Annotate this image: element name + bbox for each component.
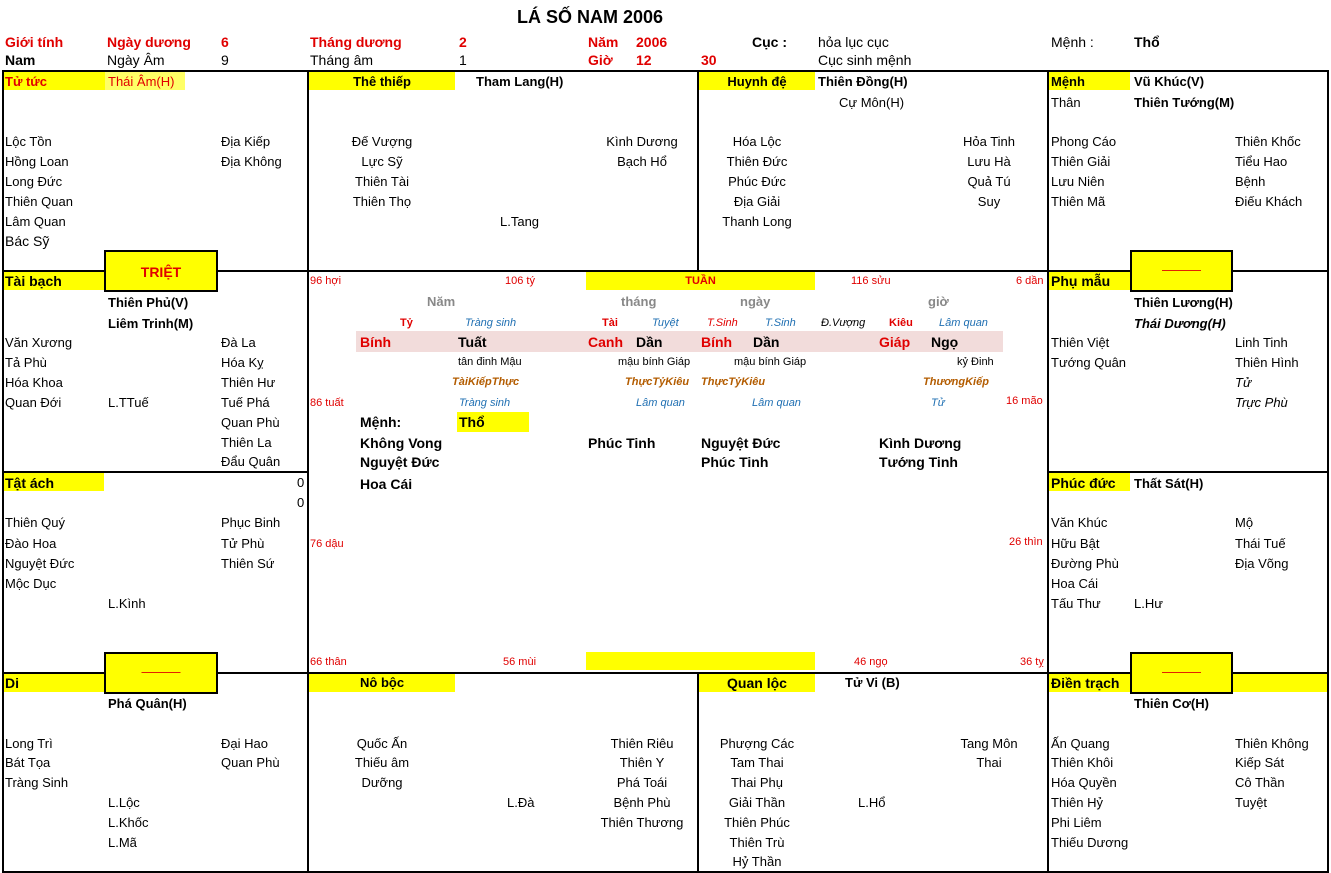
cell-name-the-thiep: Thê thiếp: [353, 74, 411, 89]
phu-mau-box: [1130, 250, 1233, 292]
dien-trach-box: [1130, 652, 1233, 694]
main-star-2: Thái Dương(H): [1134, 316, 1226, 331]
star: Đại Hao: [221, 736, 268, 751]
star: L.Hư: [1134, 596, 1163, 611]
star: Thiên Mã: [1051, 194, 1106, 209]
star: Lực Sỹ: [361, 154, 403, 169]
grid-col0: [2, 70, 4, 873]
star: Tuyệt: [1235, 795, 1268, 810]
than-label: Thân: [1051, 95, 1081, 110]
star: Kình Dương: [606, 134, 678, 149]
center-label: 46 ngọ: [854, 656, 888, 668]
star: Hóa Lộc: [732, 134, 782, 149]
main-star: Phá Quân(H): [108, 696, 187, 711]
star: Thái Tuế: [1235, 536, 1286, 551]
main-star: Thiên Lương(H): [1134, 295, 1233, 310]
star: Trực Phù: [1235, 395, 1288, 410]
grid-col3: [1047, 70, 1049, 873]
combo: TàiKiếpThực: [452, 376, 520, 388]
star: Quốc Ấn: [356, 736, 408, 751]
god-label: T.Sinh: [707, 317, 738, 329]
star: Địa Kiếp: [221, 134, 271, 149]
star: Lâm Quan: [5, 214, 66, 229]
ngay-am-label: Ngày Âm: [107, 52, 165, 68]
stem: Dần: [753, 334, 780, 350]
star: Thiên Khốc: [1235, 134, 1301, 149]
main-star: Vũ Khúc(V): [1134, 74, 1205, 89]
star: L.Hổ: [858, 795, 886, 810]
star: Suy: [977, 194, 1001, 209]
star: Linh Tinh: [1235, 335, 1288, 350]
star: Tướng Quân: [1051, 355, 1127, 370]
grid-col1: [307, 70, 309, 873]
star: Tả Phù: [5, 355, 47, 370]
main-star: Thiên Cơ(H): [1134, 696, 1209, 711]
combo: ThựcTỷKiêu: [625, 376, 690, 388]
star: Quan Đới: [5, 395, 62, 410]
cell-name-phu-mau: Phụ mẫu: [1051, 273, 1111, 289]
center-label: 16 mão: [1006, 395, 1043, 407]
stem: Tuất: [458, 334, 487, 350]
star: Thai: [976, 755, 1002, 770]
star: Thiên Đức: [726, 154, 788, 169]
star: Văn Xương: [5, 335, 73, 350]
star: Thiếu Dương: [1051, 835, 1129, 850]
star: Đế Vượng: [351, 134, 413, 149]
star: Thai Phụ: [730, 775, 784, 790]
star: Tấu Thư: [1051, 596, 1101, 611]
star: Địa Võng: [1235, 556, 1289, 571]
thang-duong-value: 2: [459, 34, 467, 50]
pillar-header: Năm: [427, 294, 456, 309]
star: Địa Giải: [733, 194, 781, 209]
cell-name-menh: Mệnh: [1051, 74, 1085, 89]
center-star: Nguyệt Đức: [701, 435, 781, 451]
center-label: 86 tuất: [310, 397, 344, 409]
star: Tuế Phá: [221, 395, 270, 410]
star: Tang Môn: [960, 736, 1018, 751]
main-star: Tham Lang(H): [476, 74, 564, 89]
star: Phục Binh: [221, 515, 281, 530]
star: Ấn Quang: [1051, 736, 1110, 751]
star: Hữu Bật: [1051, 536, 1100, 551]
star: Tử: [1235, 375, 1252, 390]
main-star: Thất Sát(H): [1134, 476, 1204, 491]
star: Cô Thần: [1235, 775, 1285, 790]
center-label: 56 mùi: [503, 656, 537, 668]
star: Tiểu Hao: [1235, 154, 1288, 169]
star: Phi Liêm: [1051, 815, 1102, 830]
star: L.Kình: [108, 596, 146, 611]
box-label: ———: [1162, 262, 1201, 277]
stage: Lâm quan: [752, 397, 801, 409]
star: Thiên Không: [1235, 736, 1309, 751]
center-label: 76 dậu: [310, 538, 344, 550]
gioi-tinh-value: Nam: [5, 52, 36, 68]
tuan-label: TUẦN: [685, 275, 716, 287]
cell-name-tu-tuc: Tử tức: [5, 74, 47, 89]
box-label: ———: [141, 664, 181, 679]
center-star: Phúc Tinh: [588, 435, 656, 451]
star: Bạch Hổ: [617, 154, 667, 169]
grid-col2-top: [697, 70, 699, 272]
star: Giải Thần: [728, 795, 786, 810]
center-label: 66 thân: [310, 656, 347, 668]
star: L.Mã: [108, 835, 137, 850]
ngay-duong-value: 6: [221, 34, 229, 50]
main-star: Thiên Đồng(H): [818, 74, 908, 89]
pillar-header: ngày: [740, 294, 771, 309]
star: Thiên Khôi: [1051, 755, 1114, 770]
cell-name-di: Di: [5, 675, 19, 691]
star: Tam Thai: [730, 755, 784, 770]
stage: Tràng sinh: [459, 397, 511, 409]
center-label: 36 tỵ: [1020, 656, 1044, 668]
star: Đẩu Quân: [221, 454, 281, 469]
star: Thiên La: [221, 435, 272, 450]
stem: Bính: [360, 334, 392, 350]
god-label: Tài: [602, 317, 618, 329]
star: Thiên Trù: [729, 835, 785, 850]
star: Thiên Thương: [600, 815, 684, 830]
star: Lộc Tồn: [5, 134, 52, 149]
star: Quan Phù: [221, 755, 280, 770]
box-label: ———: [1162, 664, 1201, 679]
menh-center-value: Thổ: [459, 414, 485, 430]
star: Bệnh: [1235, 174, 1266, 189]
center-star: Kình Dương: [879, 435, 962, 451]
star: Thiên Thọ: [352, 194, 412, 209]
stem: Bính: [701, 334, 733, 350]
center-label: 106 tý: [505, 275, 535, 287]
star: Phong Cáo: [1051, 134, 1117, 149]
gio-label: Giờ: [588, 52, 613, 68]
cell-name-phuc-duc: Phúc đức: [1051, 475, 1116, 491]
star: Thiên Sứ: [221, 556, 275, 571]
combo: ThươngKiếp: [923, 376, 989, 388]
star: L.TTuế: [108, 395, 149, 410]
center-label: 116 sửu: [851, 275, 891, 287]
grid-col4: [1327, 70, 1329, 873]
star: Hồng Loan: [5, 154, 69, 169]
center-label: 96 hợi: [310, 275, 342, 287]
star: Long Trì: [5, 736, 53, 751]
star: Nguyệt Đức: [5, 556, 75, 571]
star: Đào Hoa: [5, 536, 57, 551]
gioi-tinh-label: Giới tính: [5, 34, 64, 50]
center-star: Nguyệt Đức: [360, 454, 440, 470]
hidden-stems: tân đinh Mậu: [458, 356, 522, 368]
stem: Giáp: [879, 334, 911, 350]
star: Tử Phù: [221, 536, 265, 551]
menh-center-label: Mệnh:: [360, 414, 402, 430]
star: Bát Tọa: [5, 755, 51, 770]
stem: Ngọ: [931, 334, 959, 350]
main-star-2: Thiên Tướng(M): [1134, 95, 1235, 110]
star: Bệnh Phù: [613, 795, 671, 810]
cell-name-huynh-de: Huynh đệ: [727, 74, 787, 89]
stem: Canh: [588, 334, 623, 350]
cell-name-no-boc: Nô bộc: [360, 675, 405, 690]
ngay-am-value: 9: [221, 52, 229, 68]
main-star: Thiên Phủ(V): [108, 295, 189, 310]
star: Hóa Kỵ: [221, 355, 264, 370]
star: Thiên Phúc: [724, 815, 790, 830]
star: Hóa Quyền: [1051, 775, 1117, 790]
god-label: Tràng sinh: [465, 317, 517, 329]
triet-label: TRIỆT: [140, 264, 182, 280]
main-star-2: Liêm Trinh(M): [108, 316, 194, 331]
hidden-stems: mậu bính Giáp: [618, 356, 691, 368]
star: Tràng Sinh: [5, 775, 69, 790]
star: Phúc Đức: [728, 174, 786, 189]
hidden-stems: mậu bính Giáp: [734, 356, 807, 368]
combo: ThựcTỷKiêu: [701, 376, 766, 388]
star: L.Khốc: [108, 815, 149, 830]
star: Dưỡng: [361, 775, 403, 790]
star: Thiên Riêu: [610, 736, 674, 751]
cell-name-dien-trach: Điền trạch: [1051, 675, 1120, 691]
cell-name-quan-loc: Quan lộc: [727, 675, 787, 691]
star: Lưu Hà: [967, 154, 1011, 169]
god-label: Đ.Vượng: [821, 317, 866, 329]
star: Quan Phù: [221, 415, 280, 430]
thang-am-label: Tháng âm: [310, 52, 374, 68]
star: Thiên Tài: [355, 174, 409, 189]
stage: Lâm quan: [636, 397, 685, 409]
star: Thiên Quý: [5, 515, 65, 530]
god-label: Lâm quan: [939, 317, 988, 329]
menh-label: Mệnh :: [1051, 34, 1094, 50]
star: L.Lộc: [108, 795, 140, 810]
cell-name-tat-ach: Tật ách: [5, 475, 55, 491]
nam-label: Năm: [588, 34, 619, 50]
star: Thanh Long: [722, 214, 792, 229]
center-label: 26 thìn: [1009, 536, 1043, 548]
center-star: Tướng Tinh: [879, 454, 958, 470]
star: Phượng Các: [719, 736, 795, 751]
star: Địa Không: [221, 154, 282, 169]
star: Mộ: [1235, 515, 1254, 530]
cell-name-tai-bach: Tài bạch: [5, 273, 62, 289]
main-star: Thái Âm(H): [108, 74, 175, 89]
cuc-label: Cục :: [752, 34, 787, 50]
god-label: T.Sinh: [765, 317, 796, 329]
pillar-header: giờ: [928, 294, 949, 309]
god-label: Kiêu: [889, 317, 913, 329]
page-title: LÁ SỐ NAM 2006: [517, 7, 664, 27]
cuc-value-1: hỏa lục cục: [818, 34, 889, 50]
star: Phá Toái: [616, 775, 668, 790]
star: Thiên Giải: [1051, 154, 1111, 169]
star: Quả Tú: [967, 174, 1011, 189]
star: Thiên Việt: [1051, 335, 1110, 350]
star: Thiên Hư: [221, 375, 276, 390]
thang-duong-label: Tháng dương: [310, 34, 402, 50]
star: Đà La: [221, 335, 256, 350]
stage: Tử: [931, 397, 945, 409]
star: Thiếu âm: [354, 755, 410, 770]
main-star: Tử Vi (B): [845, 675, 900, 690]
nam-value: 2006: [636, 34, 668, 50]
star: Thiên Quan: [5, 194, 73, 209]
star: Điếu Khách: [1235, 194, 1303, 209]
star: Văn Khúc: [1051, 515, 1108, 530]
star: Thiên Hình: [1235, 355, 1299, 370]
zero-value: 0: [297, 495, 305, 510]
main-star-2: Cự Môn(H): [839, 95, 905, 110]
center-star: Hoa Cái: [360, 476, 413, 492]
star: Hoa Cái: [1051, 576, 1098, 591]
star: Bác Sỹ: [5, 233, 50, 249]
star: Kiếp Sát: [1235, 755, 1285, 770]
star: Long Đức: [5, 174, 63, 189]
star: Mộc Dục: [5, 576, 57, 591]
center-star: Phúc Tinh: [701, 454, 769, 470]
star: L.Tang: [500, 214, 540, 229]
hidden-stems: kỷ Đinh: [957, 356, 994, 368]
god-label: Tỷ: [400, 317, 413, 329]
pillar-header: tháng: [621, 294, 657, 309]
center-label: 6 dần: [1016, 275, 1044, 287]
thang-am-value: 1: [459, 52, 467, 68]
stem: Dần: [636, 334, 663, 350]
gio-value-1: 12: [636, 52, 652, 68]
star: L.Đà: [507, 795, 535, 810]
star: Đường Phù: [1051, 556, 1119, 571]
menh-value: Thổ: [1134, 34, 1160, 50]
star: Hỷ Thần: [732, 854, 782, 869]
di-box: [104, 652, 218, 694]
ngay-duong-label: Ngày dương: [107, 34, 191, 50]
gio-value-2: 30: [701, 52, 717, 68]
star: Hóa Khoa: [5, 375, 63, 390]
zero-value: 0: [297, 475, 305, 490]
triet-box: [104, 250, 218, 292]
star: Hỏa Tinh: [962, 134, 1016, 149]
star: Lưu Niên: [1051, 174, 1105, 189]
star: Thiên Y: [619, 755, 665, 770]
center-star: Không Vong: [360, 435, 443, 451]
cuc-value-2: Cục sinh mệnh: [818, 52, 912, 68]
god-label: Tuyệt: [652, 317, 679, 329]
star: Thiên Hỷ: [1051, 795, 1104, 810]
